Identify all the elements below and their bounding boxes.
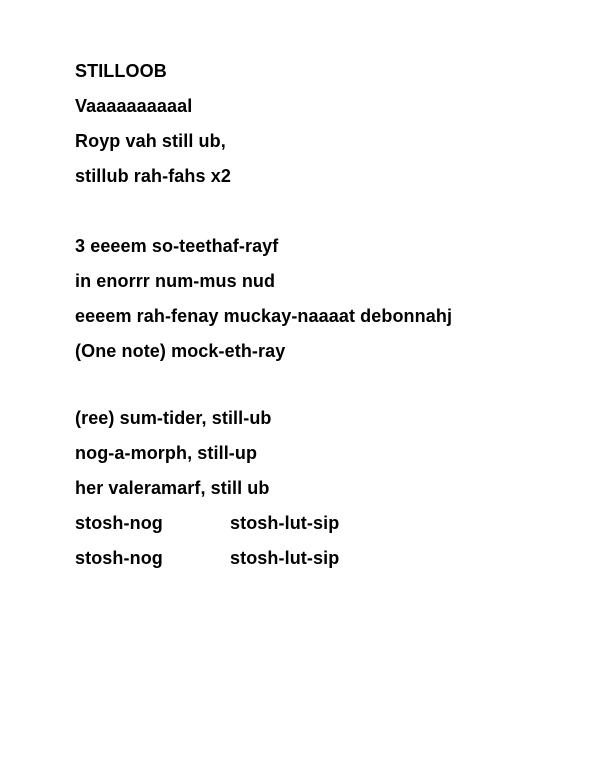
lyric-line: Royp vah still ub, xyxy=(75,131,226,151)
lyric-pair-left: stosh-nog xyxy=(75,548,163,568)
song-title: STILLOOB xyxy=(75,61,167,81)
lyric-line: 3 eeeem so-teethaf-rayf xyxy=(75,236,279,256)
lyric-line: nog-a-morph, still-up xyxy=(75,443,258,463)
lyric-line: in enorrr num-mus nud xyxy=(75,271,276,291)
lyric-pair-line xyxy=(75,512,340,534)
lyric-pair-right: stosh-lut-sip xyxy=(230,548,340,568)
lyric-line: eeeem rah-fenay muckay-naaaat debonnahj xyxy=(75,306,453,326)
lyric-line: Vaaaaaaaaaal xyxy=(75,96,193,116)
lyric-line: (One note) mock-eth-ray xyxy=(75,341,286,361)
lyric-line: stillub rah-fahs x2 xyxy=(75,166,231,186)
lyric-pair-line xyxy=(75,547,340,569)
lyric-line: her valeramarf, still ub xyxy=(75,478,270,498)
lyric-line: (ree) sum-tider, still-ub xyxy=(75,408,272,428)
lyric-pair-left: stosh-nog xyxy=(75,513,163,533)
lyric-pair-right: stosh-lut-sip xyxy=(230,513,340,533)
